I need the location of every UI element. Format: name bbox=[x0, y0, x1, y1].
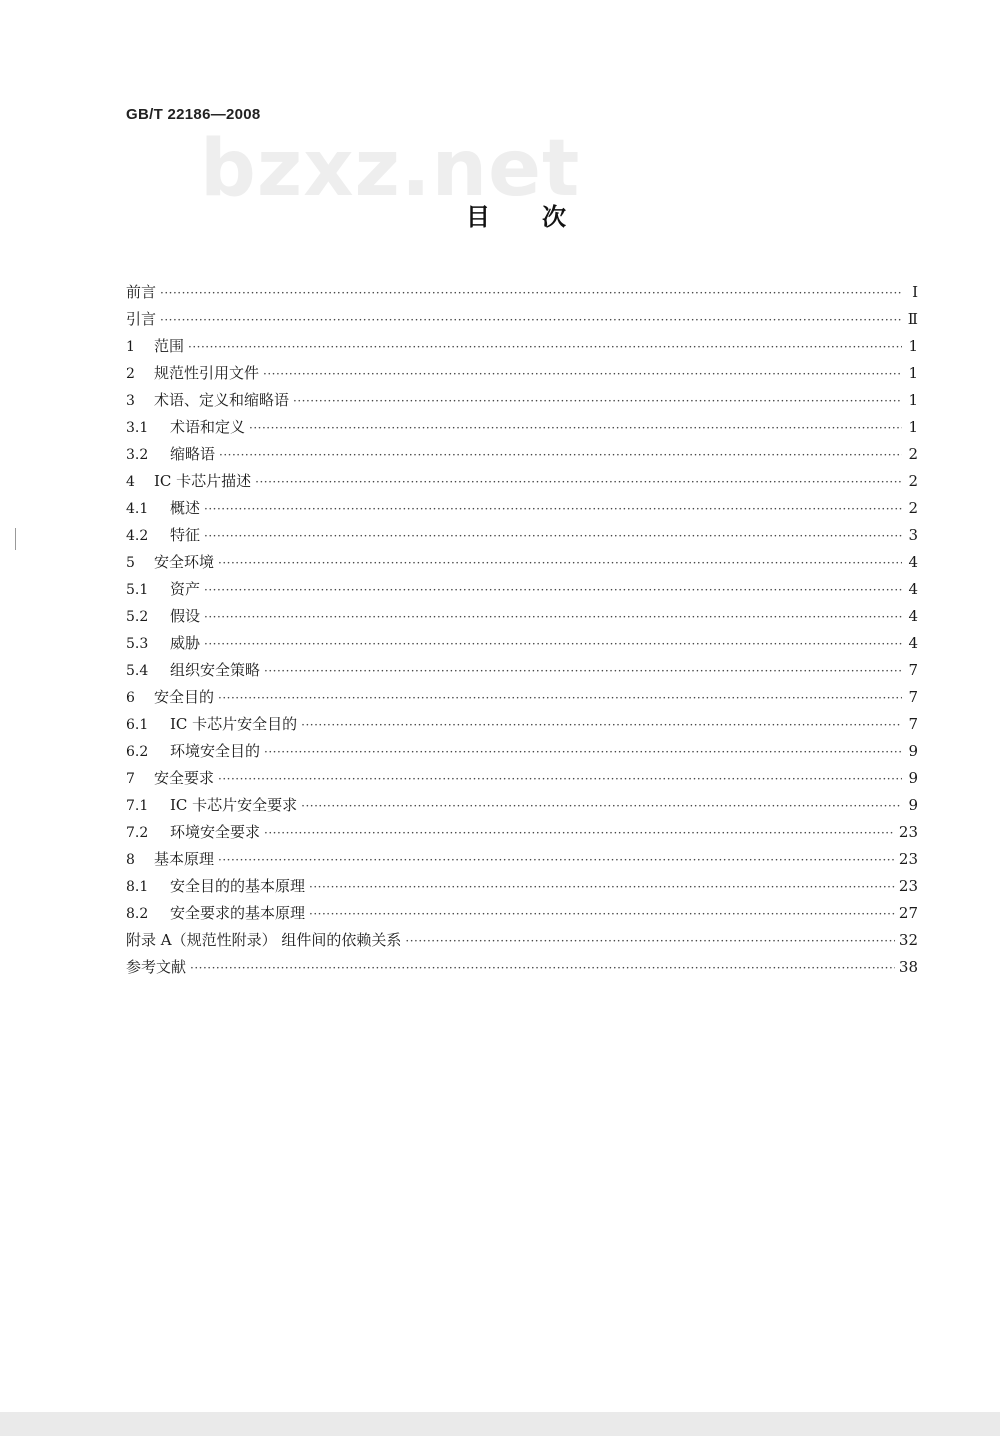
toc-entry[interactable] bbox=[126, 711, 918, 738]
toc-entry[interactable] bbox=[126, 414, 918, 441]
page-bottom-edge bbox=[0, 1412, 1000, 1436]
toc-dot-leader bbox=[160, 307, 902, 334]
toc-entry-label: 特征 bbox=[170, 526, 201, 544]
toc-entry[interactable] bbox=[126, 738, 918, 765]
toc-entry-page: 2 bbox=[908, 445, 918, 463]
toc-dot-leader bbox=[263, 361, 902, 388]
toc-entry-page: 38 bbox=[898, 958, 918, 976]
toc-entry[interactable] bbox=[126, 468, 918, 495]
toc-dot-leader bbox=[204, 523, 902, 550]
toc-dot-leader bbox=[249, 415, 902, 442]
toc-dot-leader bbox=[264, 658, 902, 685]
toc-entry[interactable] bbox=[126, 657, 918, 684]
toc-dot-leader bbox=[160, 280, 902, 307]
toc-entry-page: 2 bbox=[908, 472, 918, 490]
toc-entry-label: 附录 A（规范性附录） 组件间的依赖关系 bbox=[126, 931, 402, 949]
toc-entry[interactable] bbox=[126, 900, 918, 927]
toc-dot-leader bbox=[204, 631, 902, 658]
toc-dot-leader bbox=[264, 739, 902, 766]
toc-entry-label: 基本原理 bbox=[154, 850, 215, 868]
toc-entry-label: 环境安全目的 bbox=[170, 742, 261, 760]
toc-entry-page: 2 bbox=[908, 499, 918, 517]
toc-dot-leader bbox=[219, 442, 902, 469]
toc-dot-leader bbox=[190, 955, 895, 982]
toc-dot-leader bbox=[255, 469, 902, 496]
toc-entry[interactable] bbox=[126, 522, 918, 549]
toc-entry-page: 1 bbox=[908, 391, 918, 409]
toc-dot-leader bbox=[218, 685, 902, 712]
toc-entry-label: IC 卡芯片安全要求 bbox=[170, 796, 298, 814]
toc-dot-leader bbox=[264, 820, 895, 847]
toc-entry-page: 3 bbox=[908, 526, 918, 544]
toc-entry-label: 安全要求 bbox=[154, 769, 215, 787]
toc-entry-number: 5.2 bbox=[126, 609, 149, 625]
toc-entry-page: 7 bbox=[908, 688, 918, 706]
toc-entry-page: 1 bbox=[908, 337, 918, 355]
toc-entry-label: 假设 bbox=[170, 607, 201, 625]
toc-entry-page: 4 bbox=[908, 634, 918, 652]
toc-entry[interactable] bbox=[126, 684, 918, 711]
toc-entry-number: 6.1 bbox=[126, 717, 149, 733]
margin-mark bbox=[15, 528, 16, 550]
toc-entry[interactable] bbox=[126, 549, 918, 576]
toc-entry-label: 组织安全策略 bbox=[170, 661, 261, 679]
toc-entry[interactable] bbox=[126, 576, 918, 603]
toc-entry-page: 9 bbox=[908, 796, 918, 814]
toc-entry-label: 术语和定义 bbox=[170, 418, 246, 436]
toc-entry-number: 7.2 bbox=[126, 825, 149, 841]
toc-entry-label: 规范性引用文件 bbox=[154, 364, 260, 382]
toc-entry-label: IC 卡芯片安全目的 bbox=[170, 715, 298, 733]
toc-entry-label: IC 卡芯片描述 bbox=[154, 472, 252, 490]
toc-entry[interactable] bbox=[126, 846, 918, 873]
toc-entry-number: 3.1 bbox=[126, 420, 149, 436]
toc-entry[interactable] bbox=[126, 360, 918, 387]
toc-entry[interactable] bbox=[126, 819, 918, 846]
toc-entry-page: 32 bbox=[898, 931, 918, 949]
toc-entry-page: Ⅱ bbox=[907, 310, 918, 328]
toc-dot-leader bbox=[204, 577, 902, 604]
toc-entry-number: 7 bbox=[126, 771, 135, 787]
toc-entry-page: 7 bbox=[908, 715, 918, 733]
toc-entry-label: 资产 bbox=[170, 580, 201, 598]
toc-entry-number: 5.1 bbox=[126, 582, 149, 598]
toc-entry[interactable] bbox=[126, 387, 918, 414]
toc-entry-number: 2 bbox=[126, 366, 135, 382]
toc-dot-leader bbox=[309, 874, 895, 901]
toc-entry-number: 8 bbox=[126, 852, 135, 868]
toc-entry-number: 4.2 bbox=[126, 528, 149, 544]
toc-entry-page: 9 bbox=[908, 769, 918, 787]
page-title: 目次 bbox=[466, 203, 618, 231]
toc-entry-number: 5.3 bbox=[126, 636, 149, 652]
toc-entry-label: 环境安全要求 bbox=[170, 823, 261, 841]
toc-entry[interactable] bbox=[126, 927, 918, 954]
toc-entry-number: 3 bbox=[126, 393, 135, 409]
toc-entry-number: 1 bbox=[126, 339, 135, 355]
toc-dot-leader bbox=[204, 604, 902, 631]
toc-dot-leader bbox=[188, 334, 902, 361]
toc-entry-label: 安全环境 bbox=[154, 553, 215, 571]
toc-dot-leader bbox=[218, 847, 895, 874]
toc-dot-leader bbox=[309, 901, 895, 928]
toc-entry[interactable] bbox=[126, 630, 918, 657]
toc-entry-page: 27 bbox=[898, 904, 918, 922]
toc-entry-page: 23 bbox=[898, 877, 918, 895]
toc-entry-label: 概述 bbox=[170, 499, 201, 517]
toc-entry-page: 4 bbox=[908, 607, 918, 625]
toc-entry-label: 安全要求的基本原理 bbox=[170, 904, 306, 922]
toc-entry-number: 4.1 bbox=[126, 501, 149, 517]
toc-entry[interactable] bbox=[126, 873, 918, 900]
toc-entry-page: 7 bbox=[908, 661, 918, 679]
toc-entry-page: 4 bbox=[908, 553, 918, 571]
toc-entry-number: 8.2 bbox=[126, 906, 149, 922]
toc-entry-number: 4 bbox=[126, 474, 135, 490]
toc-dot-leader bbox=[405, 928, 895, 955]
toc-entry-label: 范围 bbox=[154, 337, 185, 355]
toc-entry[interactable] bbox=[126, 441, 918, 468]
toc-dot-leader bbox=[293, 388, 902, 415]
toc-entry-label: 缩略语 bbox=[170, 445, 216, 463]
toc-entry-page: 23 bbox=[898, 823, 918, 841]
toc-entry-page: 1 bbox=[908, 364, 918, 382]
toc-entry-number: 8.1 bbox=[126, 879, 149, 895]
toc-entry-page: Ⅰ bbox=[912, 283, 918, 301]
toc-entry[interactable] bbox=[126, 306, 918, 333]
toc-entry-number: 6.2 bbox=[126, 744, 149, 760]
toc-entry-label: 参考文献 bbox=[126, 958, 187, 976]
toc-dot-leader bbox=[218, 550, 902, 577]
toc-entry-page: 23 bbox=[898, 850, 918, 868]
toc-dot-leader bbox=[301, 712, 902, 739]
toc-entry[interactable] bbox=[126, 765, 918, 792]
standard-code: GB/T 22186—2008 bbox=[126, 106, 261, 123]
toc-dot-leader bbox=[301, 793, 902, 820]
toc-entry[interactable] bbox=[126, 279, 918, 306]
toc-entry[interactable] bbox=[126, 792, 918, 819]
toc-entry[interactable] bbox=[126, 954, 918, 981]
toc-entry-label: 威胁 bbox=[170, 634, 201, 652]
toc-entry-number: 5 bbox=[126, 555, 135, 571]
toc-entry-number: 5.4 bbox=[126, 663, 149, 679]
toc-entry-number: 6 bbox=[126, 690, 135, 706]
toc-entry-label: 安全目的 bbox=[154, 688, 215, 706]
toc-dot-leader bbox=[218, 766, 902, 793]
table-of-contents bbox=[126, 279, 918, 981]
toc-entry[interactable] bbox=[126, 495, 918, 522]
toc-entry-page: 1 bbox=[908, 418, 918, 436]
watermark: bzxz.net bbox=[200, 124, 581, 214]
toc-entry[interactable] bbox=[126, 333, 918, 360]
toc-entry-number: 3.2 bbox=[126, 447, 149, 463]
toc-entry-page: 9 bbox=[908, 742, 918, 760]
toc-entry-label: 前言 bbox=[126, 283, 157, 301]
toc-entry[interactable] bbox=[126, 603, 918, 630]
toc-entry-label: 术语、定义和缩略语 bbox=[154, 391, 290, 409]
toc-entry-label: 引言 bbox=[126, 310, 157, 328]
toc-dot-leader bbox=[204, 496, 902, 523]
toc-entry-page: 4 bbox=[908, 580, 918, 598]
toc-entry-label: 安全目的的基本原理 bbox=[170, 877, 306, 895]
toc-entry-number: 7.1 bbox=[126, 798, 149, 814]
